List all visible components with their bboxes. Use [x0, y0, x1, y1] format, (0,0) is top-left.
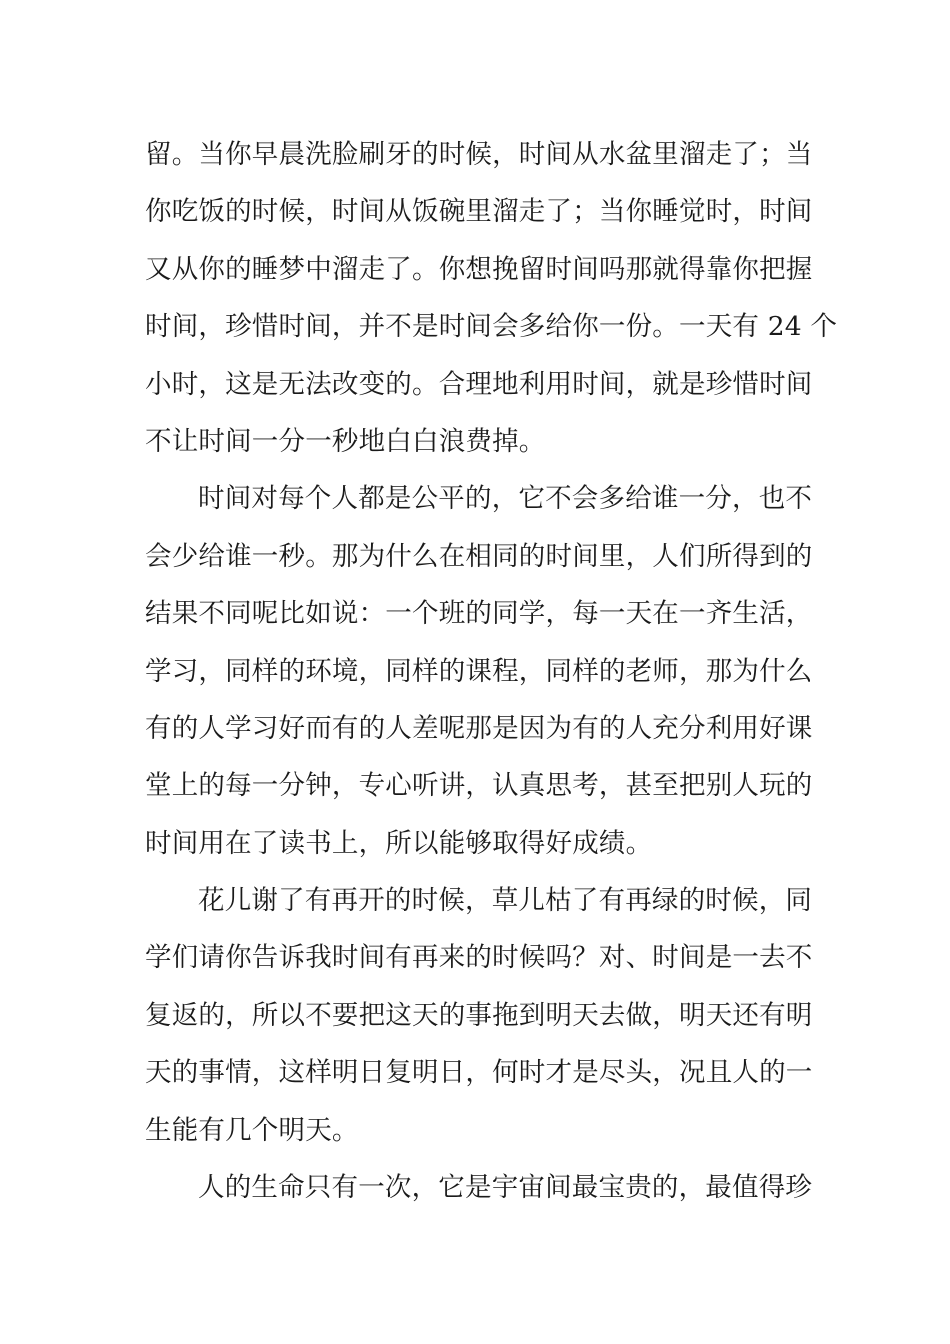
- text-line: 留。当你早晨洗脸刷牙的时候，时间从水盆里溜走了；当: [145, 139, 813, 170]
- text-line: 堂上的每一分钟，专心听讲，认真思考，甚至把别人玩的: [145, 770, 813, 802]
- text-line: 小时，这是无法改变的。合理地利用时间，就是珍惜时间: [145, 368, 813, 400]
- body-text: [145, 126, 838, 1216]
- text-line: 有的人学习好而有的人差呢那是因为有的人充分利用好课: [145, 712, 813, 744]
- paragraph-first-line: 人的生命只有一次，它是宇宙间最宝贵的，最值得珍: [198, 1172, 813, 1204]
- text-line: 时间用在了读书上，所以能够取得好成绩。: [145, 827, 653, 859]
- text-line: 生能有几个明天。: [145, 1114, 359, 1146]
- text-line: 天的事情，这样明日复明日，何时才是尽头，况且人的一: [145, 1057, 813, 1089]
- text-line: 学们请你告诉我时间有再来的时候吗？对、时间是一去不: [145, 942, 813, 974]
- text-line: 复返的，所以不要把这天的事拖到明天去做，明天还有明: [145, 999, 813, 1031]
- text-line: 时间，珍惜时间，并不是时间会多给你一份。一天有 24 个: [145, 311, 838, 343]
- paragraph-first-line: 花儿谢了有再开的时候，草儿枯了有再绿的时候，同: [198, 885, 813, 917]
- text-line: 学习，同样的环境，同样的课程，同样的老师，那为什么: [145, 655, 813, 687]
- text-line: 你吃饭的时候，时间从饭碗里溜走了；当你睡觉时，时间: [145, 196, 813, 228]
- paragraph-first-line: 时间对每个人都是公平的，它不会多给谁一分，也不: [198, 483, 813, 515]
- text-line: 不让时间一分一秒地白白浪费掉。: [145, 425, 546, 457]
- text-line: 结果不同呢比如说：一个班的同学，每一天在一齐生活，: [145, 598, 813, 630]
- text-line: 会少给谁一秒。那为什么在相同的时间里，人们所得到的: [145, 540, 813, 572]
- text-line: 又从你的睡梦中溜走了。你想挽留时间吗那就得靠你把握: [145, 253, 813, 285]
